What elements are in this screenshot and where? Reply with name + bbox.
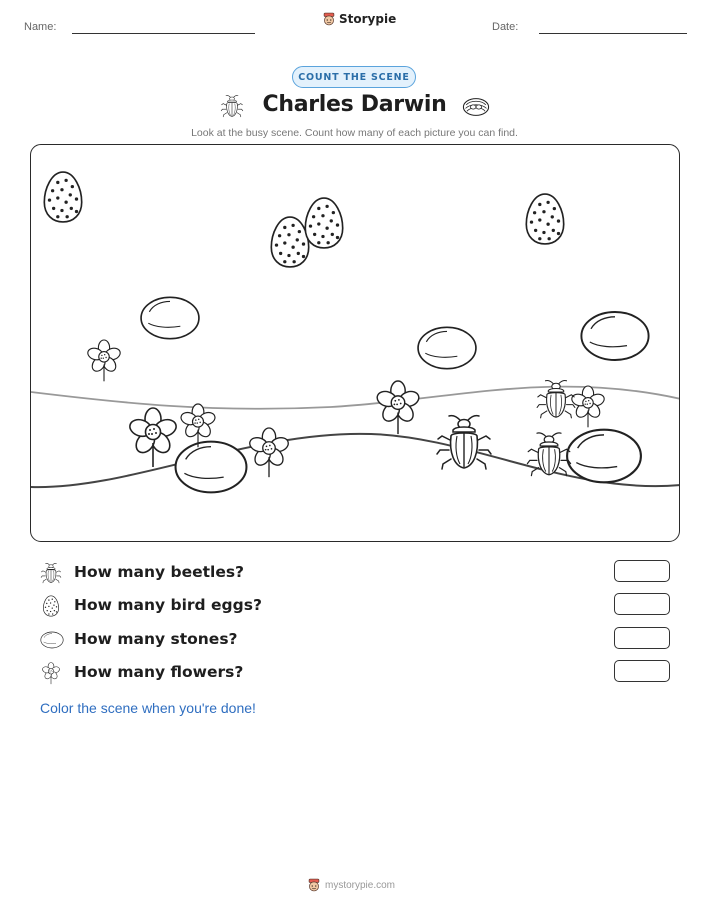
stone bbox=[418, 327, 476, 368]
beetle-icon bbox=[40, 562, 62, 584]
footer bbox=[307, 878, 395, 892]
question-text: How many stones? bbox=[74, 630, 238, 648]
name-label: Name: bbox=[24, 21, 57, 33]
stone bbox=[581, 312, 648, 360]
name-line[interactable] bbox=[72, 33, 255, 34]
question-text: How many bird eggs? bbox=[74, 596, 262, 614]
bird-egg bbox=[305, 198, 342, 248]
date-label: Date: bbox=[492, 21, 519, 33]
mascot-icon bbox=[307, 878, 321, 892]
question-stones bbox=[40, 627, 670, 653]
question-text: How many flowers? bbox=[74, 663, 244, 681]
beetle bbox=[527, 433, 570, 476]
flower bbox=[128, 408, 179, 467]
beetle bbox=[437, 416, 491, 469]
nest-icon bbox=[462, 96, 490, 118]
footer-site[interactable]: mystorypie.com bbox=[325, 879, 396, 891]
bird-egg bbox=[271, 217, 308, 267]
stone bbox=[141, 297, 199, 338]
answer-box-eggs[interactable] bbox=[614, 593, 670, 615]
bird-egg bbox=[44, 172, 81, 222]
count-scene bbox=[30, 144, 680, 542]
activity-badge: COUNT THE SCENE bbox=[292, 66, 416, 88]
stone bbox=[567, 430, 641, 483]
answer-box-flowers[interactable] bbox=[614, 660, 670, 682]
brand-name: Storypie bbox=[339, 12, 397, 26]
stone bbox=[176, 442, 247, 493]
page-title: Charles Darwin bbox=[262, 92, 447, 117]
flower-icon bbox=[40, 662, 62, 685]
answer-box-stones[interactable] bbox=[614, 627, 670, 649]
bird-egg bbox=[526, 194, 563, 244]
scene-illustration bbox=[31, 145, 680, 542]
stone-icon bbox=[40, 631, 64, 649]
flower bbox=[248, 428, 290, 477]
flower bbox=[86, 340, 121, 381]
question-beetles bbox=[40, 560, 670, 586]
question-flowers bbox=[40, 660, 670, 686]
mascot-icon bbox=[322, 12, 336, 26]
answer-box-beetles[interactable] bbox=[614, 560, 670, 582]
color-instruction: Color the scene when you're done! bbox=[40, 700, 256, 716]
storypie-logo bbox=[322, 12, 396, 26]
bird-egg-icon bbox=[40, 595, 62, 617]
title-row bbox=[0, 92, 709, 124]
date-line[interactable] bbox=[539, 33, 687, 34]
question-text: How many beetles? bbox=[74, 563, 245, 581]
flower bbox=[375, 381, 421, 434]
question-eggs bbox=[40, 593, 670, 619]
flower bbox=[570, 386, 605, 427]
instructions: Look at the busy scene. Count how many of each picture you can find. bbox=[191, 127, 518, 139]
